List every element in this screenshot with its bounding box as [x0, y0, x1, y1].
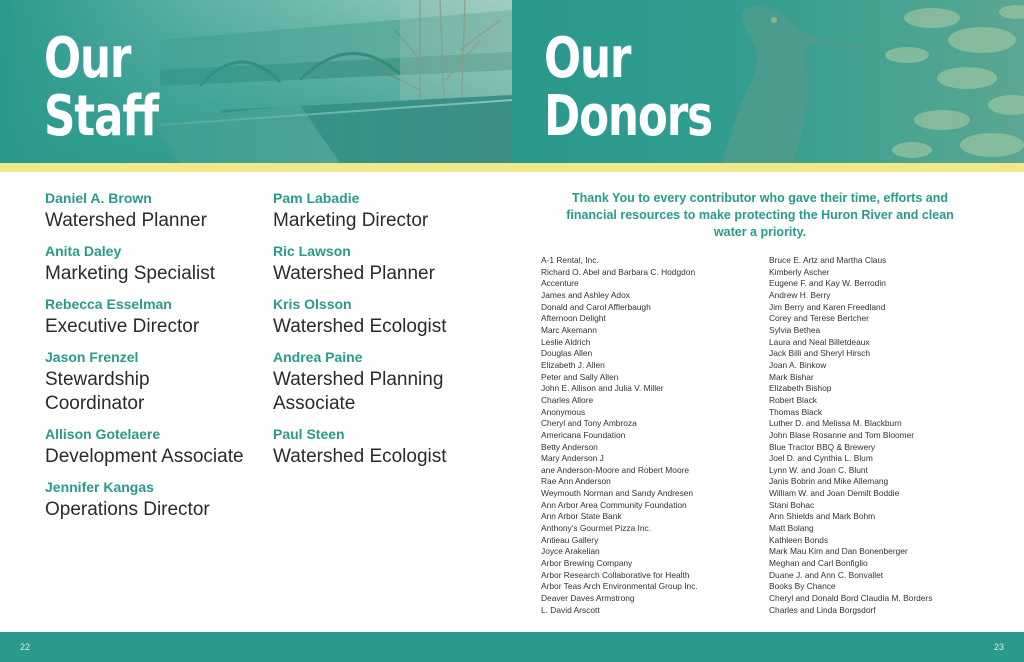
donor-name: Ann Arbor State Bank: [541, 511, 622, 522]
donor-name: Arbor Brewing Company: [541, 558, 633, 569]
donor-name: Weymouth Norman and Sandy Andresen: [541, 488, 694, 499]
staff-entry: [273, 243, 493, 286]
donor-name: Marc Akemann: [541, 324, 597, 335]
staff-title-line2: Staff: [44, 84, 158, 149]
page-number-right: 23: [993, 642, 1004, 652]
staff-entry: [45, 479, 265, 522]
donor-name: Jim Berry and Karen Freedland: [769, 301, 886, 312]
donor-name: James and Ashley Adox: [541, 289, 630, 300]
donor-name: Rae Ann Anderson: [541, 476, 611, 487]
staff-name: Daniel A. Brown: [45, 190, 152, 206]
staff-name: Jason Frenzel: [45, 349, 139, 365]
donor-name: Betty Anderson: [541, 441, 598, 452]
donor-name: Richard O. Abel and Barbara C. Hodgdon: [541, 266, 696, 277]
staff-name: Paul Steen: [273, 426, 345, 442]
staff-entry: [273, 426, 493, 469]
donor-name: Matt Bolang: [769, 523, 814, 534]
staff-role: Stewardship Coordinator: [45, 369, 150, 414]
donor-name: John E. Allison and Julia V. Miller: [541, 383, 664, 394]
staff-entry: [45, 349, 265, 416]
donor-name: Kathleen Bonds: [769, 534, 829, 545]
staff-name: Rebecca Esselman: [45, 296, 172, 312]
donor-name: Americana Foundation: [541, 429, 626, 440]
staff-role: Watershed Ecologist: [273, 446, 447, 467]
donor-name: Charles Allore: [541, 394, 594, 405]
staff-name: Andrea Paine: [273, 349, 363, 365]
donor-name: John Blase Rosanne and Tom Bloomer: [769, 429, 915, 440]
staff-column-2: [273, 190, 493, 479]
staff-entry: [273, 296, 493, 339]
donor-name: ane Anderson-Moore and Robert Moore: [541, 464, 690, 475]
donor-name: Mark Bishar: [769, 371, 814, 382]
page-footer: [0, 632, 1024, 662]
donor-name: Sylvia Bethea: [769, 324, 821, 335]
donor-name: Leslie Aldrich: [541, 336, 591, 347]
page-number-left: 22: [20, 642, 31, 652]
donor-name: Bruce E. Artz and Martha Claus: [769, 255, 887, 265]
donor-name: Cheryl and Tony Ambroza: [541, 418, 637, 429]
donor-name: Meghan and Carl Bonfiglio: [769, 558, 868, 569]
donor-name: Duane J. and Ann C. Bonvallet: [769, 569, 884, 580]
staff-entry: [45, 190, 265, 233]
donor-name: Books By Chance: [769, 581, 836, 592]
staff-name: Kris Olsson: [273, 296, 352, 312]
donor-name: Kimberly Ascher: [769, 266, 830, 277]
donor-name: Mary Anderson J: [541, 453, 604, 464]
donor-name: Lynn W. and Joan C. Blunt: [769, 464, 868, 475]
donor-name: Peter and Sally Allen: [541, 371, 619, 382]
donor-name: Antieau Gallery: [541, 534, 599, 545]
donor-name: Thomas Black: [769, 406, 823, 417]
staff-column-1: [45, 190, 265, 532]
donor-name: Arbor Research Collaborative for Health: [541, 569, 690, 580]
staff-role: Executive Director: [45, 316, 200, 337]
donor-name: Stani Bohac: [769, 499, 815, 510]
staff-role: Development Associate: [45, 446, 244, 467]
donor-name: Joyce Arakelian: [541, 546, 600, 557]
donor-name: Elizabeth J. Allen: [541, 359, 605, 370]
donor-name: Charles and Linda Borgsdorf: [769, 604, 876, 615]
donor-name: L. David Arscott: [541, 604, 600, 615]
donor-name: Ann Shields and Mark Bohm: [769, 511, 876, 522]
donor-name: Cheryl and Donald Bord Claudia M. Borders: [769, 593, 933, 604]
staff-name: Anita Daley: [45, 243, 122, 259]
donor-name: Janis Bobrin and Mike Allemang: [769, 476, 889, 487]
donors-header-banner: [512, 0, 1024, 163]
donor-list-column-1: [541, 255, 751, 616]
staff-entry: [45, 426, 265, 469]
donor-name: Andrew H. Berry: [769, 289, 831, 300]
staff-role: Watershed Planning Associate: [273, 369, 444, 414]
donor-name: Arbor Teas Arch Environmental Group Inc.: [541, 581, 698, 592]
donor-name: Mark Mau Kim and Dan Bonenberger: [769, 546, 908, 557]
staff-name: Allison Gotelaere: [45, 426, 161, 442]
donors-title-line1: Our: [544, 26, 631, 91]
donor-name: Douglas Allen: [541, 348, 593, 359]
donor-name: Accenture: [541, 278, 579, 289]
donor-list-column-2: [769, 255, 979, 616]
donors-intro-text: Thank You to every contributor who gave their time, efforts and financial resources to make protecting the Huron River and clean water a priority.: [566, 191, 954, 239]
staff-header-banner: [0, 0, 512, 163]
staff-role: Watershed Ecologist: [273, 316, 447, 337]
donor-name: Joel D. and Cynthia L. Blum: [769, 453, 873, 464]
staff-name: Jennifer Kangas: [45, 479, 154, 495]
donor-name: William W. and Joan Demilt Boddie: [769, 488, 900, 499]
donor-name: Afternoon Delight: [541, 313, 606, 324]
staff-name: Pam Labadie: [273, 190, 360, 206]
donor-name: Anthony's Gourmet Pizza Inc.: [541, 523, 652, 534]
donor-name: Robert Black: [769, 394, 817, 405]
donor-name: Laura and Neal Billetdeaux: [769, 336, 870, 347]
donor-name: Eugene F. and Kay W. Berrodin: [769, 278, 886, 289]
donor-name: Donald and Carol Afflerbaugh: [541, 301, 651, 312]
staff-role: Marketing Director: [273, 210, 429, 231]
staff-role: Marketing Specialist: [45, 263, 216, 284]
staff-entry: [273, 190, 493, 233]
yellow-divider: [0, 163, 1024, 172]
donors-page-title: [544, 26, 712, 149]
staff-role: Watershed Planner: [273, 263, 435, 284]
staff-role: Operations Director: [45, 499, 210, 520]
staff-entry: [45, 243, 265, 286]
staff-page-title: [44, 26, 158, 149]
donor-name: Joan A. Binkow: [769, 359, 827, 370]
donor-name: Ann Arbor Area Community Foundation: [541, 499, 687, 510]
donor-name: Jack Billi and Sheryl Hirsch: [769, 348, 870, 359]
staff-entry: [273, 349, 493, 416]
donor-name: Deaver Daves Armstrong: [541, 593, 635, 604]
staff-role: Watershed Planner: [45, 210, 207, 231]
donors-title-line2: Donors: [544, 84, 712, 149]
staff-entry: [45, 296, 265, 339]
donor-name: Blue Tractor BBQ & Brewery: [769, 441, 876, 452]
donor-name: Corey and Terese Bertcher: [769, 313, 869, 324]
donor-name: Elizabeth Bishop: [769, 383, 832, 394]
donor-name: A-1 Rental, Inc.: [541, 255, 599, 265]
donor-name: Anonymous: [541, 406, 586, 417]
staff-name: Ric Lawson: [273, 243, 351, 259]
staff-title-line1: Our: [44, 26, 131, 91]
donor-name: Luther D. and Melissa M. Blackburn: [769, 418, 902, 429]
